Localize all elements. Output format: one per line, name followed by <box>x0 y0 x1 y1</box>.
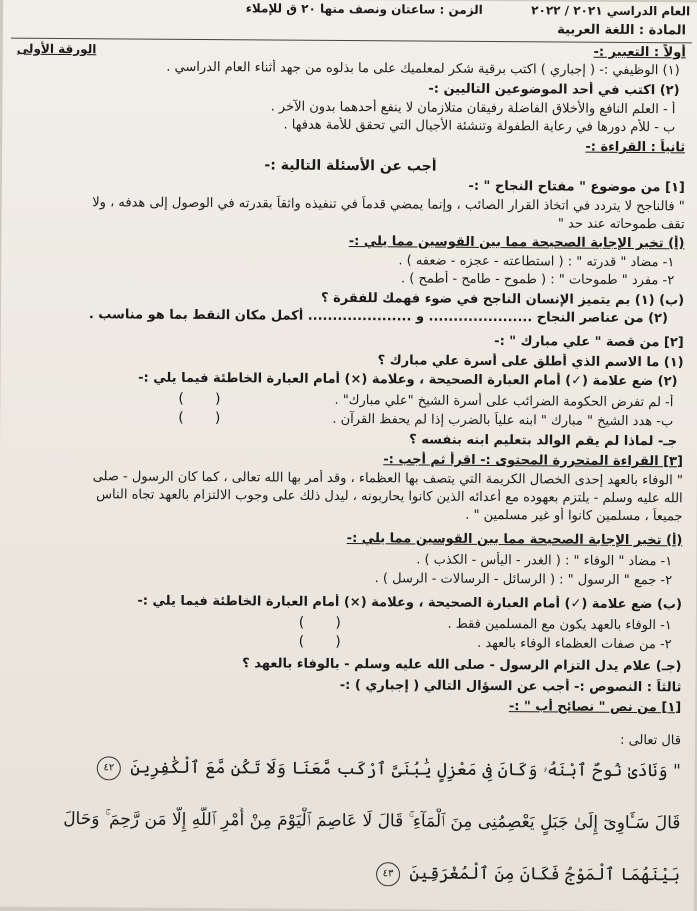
answer-box[interactable]: ( ) <box>298 614 341 631</box>
quran-verse1 <box>8 754 681 785</box>
passage3-line3: جميعاً ، مسلمين كانوا أو غير مسلمين " . <box>465 507 683 525</box>
paper-label: الورقة الأولى <box>16 41 97 57</box>
answer-box[interactable]: ( ) <box>178 390 221 408</box>
header-year: العام الدراسي ٢٠٢١ / ٢٠٢٢ <box>531 3 691 19</box>
q2-item-a: (١) ما الاسم الذي أطلق على أسرة علي مبارك ؟ <box>377 353 684 371</box>
q2-b-statement1: أ- لم تفرض الحكومة الضرائب على أسرة الشيخ "علي مبارك" . <box>334 392 674 411</box>
quran-verse1-text: " وَنَادَىٰ نُوحٌ ٱبْنَهُۥ وَكَانَ فِى مَعْزِلٍ يَٰبُنَىَّ ٱرْكَب مَّعَنَا وَلَا تَكُن مَّعَ ٱلْكَٰفِرِينَ <box>130 757 681 782</box>
q3c-question: (جـ) علام يدل التزام الرسول - صلى الله عليه وسلم - بالوفاء بالعهد ؟ <box>242 656 682 675</box>
q1a-item2: ٢- مفرد " طموحات " : ( طموح - طامح - أطمح ) . <box>400 271 675 289</box>
passage1-line1: " فالناجح لا يتردد في اتخاذ القرار الصائب ، وإنما يمضي قدماً في تنفيذه واثقاً بقدرته في الوصول إلى هدفه ، ولا <box>92 195 685 215</box>
section1-title: أولاً : التعبير :- <box>593 44 686 61</box>
section1-opt-a: أ - العلم النافع والأخلاق الفاضلة رفيقان متلازمان لا ينفع أحدهما بدون الآخر . <box>270 99 676 118</box>
answer-box[interactable]: ( ) <box>298 633 341 650</box>
q2-item-b: (٢) ضع علامة (✓) أمام العبارة الصحيحة ، وعلامة (×) أمام العبارة الخاطئة فيما يلي :- <box>138 370 678 390</box>
q1b-item2: (٢) من عناصر النجاح ..................... و ..................... أكمل مكان النقط بما هو مناسب . <box>88 307 669 327</box>
q1b-title: (ب) (١) بم يتميز الإنسان الناجح في ضوء فهمك للفقرة ؟ <box>320 290 685 309</box>
header-subject: المادة : اللغة العربية <box>557 22 687 39</box>
q3b-statement2: ٢- من صفات العظماء الوفاء بالعهد . <box>477 635 672 653</box>
section3-q1-title: [١] من نص " نصائح أب " :- <box>508 699 682 716</box>
section2-q1-title: [١] من موضوع " مفتاح النجاح " :- <box>468 178 685 196</box>
q2-item-c: جـ- لماذا لم يقم الوالد بتعليم ابنه بنفسه ؟ <box>409 432 678 450</box>
q3a-item1: ١- مضاد " الوفاء " : ( الغدر - اليأس - الكذب ) . <box>416 552 673 570</box>
header-row <box>13 0 690 20</box>
quran-verse2: قَالَ سَـَٔاوِىٓ إِلَىٰ جَبَلٍ يَعْصِمُنِى مِنَ ٱلْمَآءِ ۚ قَالَ لَا عَاصِمَ ٱلْيَوْمَ مِنْ أَمْرِ ٱللَّهِ إِلَّا مَن رَّحِمَ ۚ وَحَالَ <box>63 809 681 834</box>
section3-title: ثالثاً : النصوص :- أجب عن السؤال التالي ( إجباري ) :- <box>339 677 682 696</box>
ayah-number-marker: ٤٢ <box>97 756 121 780</box>
q1a-title: (أ) تخير الإجابة الصحيحة مما بين القوسين مما يلي :- <box>348 233 685 252</box>
ayah-number-marker: ٤٣ <box>376 862 400 886</box>
passage3-line2: الله عليه وسلم - يلتزم بعهوده مع أعدائه الذين كانوا يحاربونه ، ليدل ذلك على وجوب الالتزام بالعهد تجاه الناس <box>96 487 683 507</box>
answer-box[interactable]: ( ) <box>178 409 221 427</box>
section1-q1: (١) الوظيفي :- ( إجباري ) اكتب برقية شكر لمعلميك على ما بذلوه من جهد أثناء العام الدراسي . <box>166 59 680 79</box>
passage3-line1: " الوفاء بالعهد إحدى الخصال الكريمة التي يتصف بها العظماء ، وقد أمر بها الله تعالى ، كما كان الرسول - صلى <box>92 469 683 489</box>
q3b-title: (ب) ضع علامة (✓) أمام العبارة الصحيحة ، وعلامة (×) أمام العبارة الخاطئة فيما يلي :- <box>137 593 683 613</box>
section1-opt-b: ب - للأم دورها في رعاية الطفولة وتنشئة الأجيال التي تحقق للأمة هدفها . <box>283 117 676 136</box>
section2-q2-title: [٢] من قصة " علي مبارك " :- <box>494 334 684 351</box>
q3a-item2: ٢- جمع " الرسول " : ( الرسائل - الرسالات - الرسل ) . <box>374 571 673 589</box>
quran-intro: قال تعالى : <box>620 732 682 749</box>
passage1-line2: تقف طموحاته عند حد " <box>557 216 685 233</box>
section2-q3-title: [٣] القراءة المتحررة المحتوى :- اقرأ ثم أجب :- <box>383 452 684 470</box>
q3a-title: (أ) تخير الإجابة الصحيحة مما بين القوسين مما يلي :- <box>346 530 683 549</box>
q1a-item1: ١- مضاد " قدرته " : ( استطاعته - عجزه - ضعفه ) . <box>398 253 675 271</box>
q2-b-statement2: ب- هدد الشيخ " مبارك " ابنه علياً بالضرب إذا لم يحفظ القرآن . <box>332 411 674 430</box>
section2-instruction: أجب عن الأسئلة التالية :- <box>264 157 437 175</box>
quran-verse3 <box>7 858 680 889</box>
quran-verse3-text: بَيْنَهُمَا ٱلْمَوْجُ فَكَانَ مِنَ ٱلْمُغْرَقِينَ <box>409 863 681 886</box>
section1-q2: (٢) اكتب في أحد الموضوعين التاليين :- <box>428 81 680 99</box>
header-time: الزمن : ساعتان ونصف منها ٢٠ ق للإملاء <box>245 1 483 17</box>
q3b-statement1: ١- الوفاء بالعهد يكون مع المسلمين فقط . <box>447 616 672 634</box>
section2-title: ثانياً : القراءة :- <box>585 139 686 156</box>
